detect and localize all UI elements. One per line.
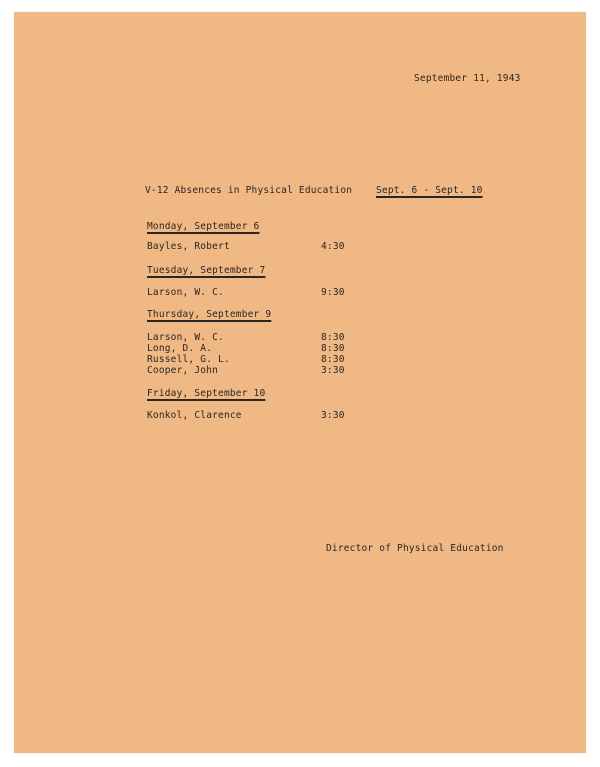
absence-name: Cooper, John [147, 365, 219, 376]
absence-time: 3:30 [321, 365, 345, 376]
absence-name: Konkol, Clarence [147, 410, 242, 421]
day-heading-friday: Friday, September 10 [147, 388, 266, 399]
document-title: V-12 Absences in Physical Education [145, 185, 353, 196]
letter-date: September 11, 1943 [414, 73, 521, 84]
absence-time: 4:30 [321, 241, 345, 252]
absence-time: 9:30 [321, 287, 345, 298]
absence-name: Long, D. A. [147, 343, 213, 354]
absence-name: Russell, G. L. [147, 354, 230, 365]
absence-name: Bayles, Robert [147, 241, 230, 252]
day-heading-thursday: Thursday, September 9 [147, 309, 272, 320]
absence-name: Larson, W. C. [147, 287, 224, 298]
signature-title: Director of Physical Education [326, 543, 504, 554]
document-page [14, 12, 586, 753]
day-heading-tuesday: Tuesday, September 7 [147, 265, 266, 276]
day-heading-monday: Monday, September 6 [147, 221, 260, 232]
absence-time: 8:30 [321, 343, 345, 354]
absence-time: 8:30 [321, 332, 345, 343]
absence-time: 8:30 [321, 354, 345, 365]
absence-time: 3:30 [321, 410, 345, 421]
absence-name: Larson, W. C. [147, 332, 224, 343]
date-range: Sept. 6 - Sept. 10 [376, 185, 483, 196]
